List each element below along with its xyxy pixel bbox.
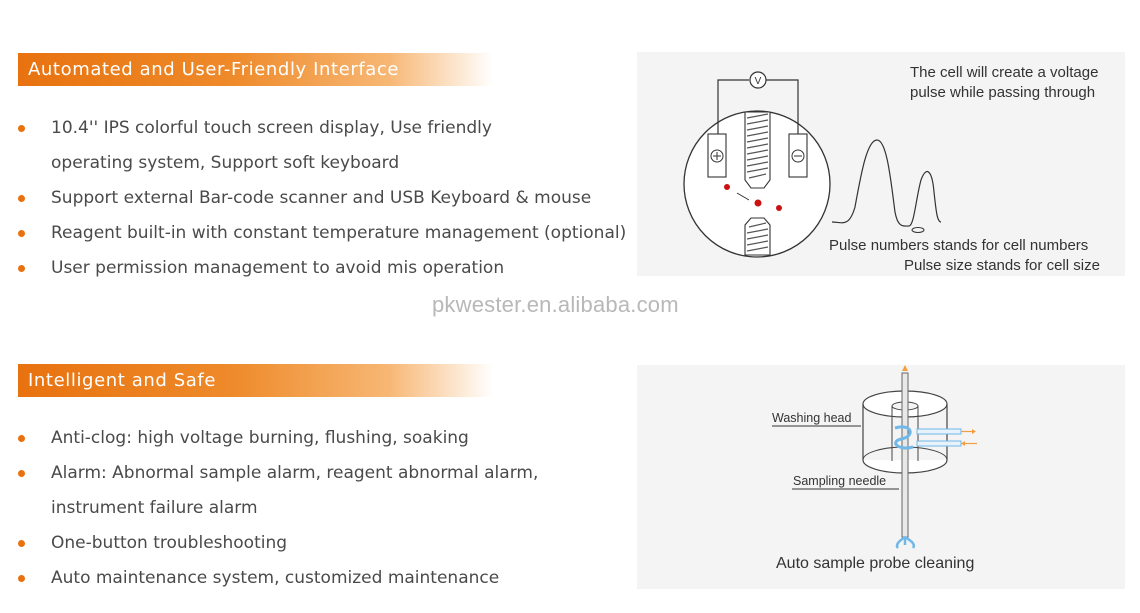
probe-cleaning-caption: Auto sample probe cleaning (776, 555, 975, 572)
sampling-needle-label: Sampling needle (793, 474, 887, 488)
caption-bottom-1: Pulse numbers stands for cell numbers (829, 237, 1089, 254)
caption-bottom-2: Pulse size stands for cell size (904, 257, 1100, 274)
section-title: Automated and User-Friendly Interface (28, 59, 400, 80)
caption-top-2: pulse while passing through (910, 84, 1096, 101)
list-item: Reagent built-in with constant temperature management (optional) (18, 216, 626, 251)
section-banner-interface (18, 53, 493, 86)
probe-cleaning-diagram-panel (637, 365, 1125, 589)
voltage-pulse-waveform (832, 140, 941, 226)
list-item: Auto maintenance system, customized maintenance (18, 561, 538, 596)
section-banner-intelligent (18, 364, 493, 397)
washing-head-label: Washing head (772, 411, 852, 425)
bullet-icon (18, 540, 25, 547)
bullet-icon (18, 265, 25, 272)
list-item: operating system, Support soft keyboard (51, 153, 400, 173)
feature-list-interface (18, 111, 626, 286)
cell-dot (776, 205, 782, 211)
feature-list-intelligent (18, 421, 538, 596)
bullet-icon (18, 435, 25, 442)
flush-port-upper (917, 429, 961, 434)
list-item: One-button troubleshooting (18, 526, 538, 561)
list-item: 10.4'' IPS colorful touch screen display, Use friendly (18, 111, 626, 146)
bullet-icon (18, 195, 25, 202)
list-item: Alarm: Abnormal sample alarm, reagent abnormal alarm, (18, 456, 538, 491)
bullet-icon (18, 575, 25, 582)
list-item: Anti-clog: high voltage burning, flushing, soaking (18, 421, 538, 456)
voltmeter-label: V (754, 76, 762, 87)
list-item: Support external Bar-code scanner and USB Keyboard & mouse (18, 181, 626, 216)
caption-top-1: The cell will create a voltage (910, 64, 1099, 81)
sampling-needle (902, 373, 908, 537)
cell-dot (724, 184, 730, 190)
cell-dot (755, 200, 762, 207)
cleaning-spray-icon (897, 537, 914, 548)
needle-tip-arrow (902, 365, 908, 371)
bullet-icon (18, 125, 25, 132)
list-item: User permission management to avoid mis operation (18, 251, 626, 286)
flush-port-lower (917, 441, 961, 446)
list-item: instrument failure alarm (51, 498, 258, 518)
watermark: pkwester.en.alibaba.com (432, 292, 679, 317)
pulse-baseline-mark (912, 228, 924, 233)
bullet-icon (18, 230, 25, 237)
cell-counting-diagram-panel (637, 52, 1125, 276)
section-title: Intelligent and Safe (28, 370, 216, 391)
bullet-icon (18, 470, 25, 477)
